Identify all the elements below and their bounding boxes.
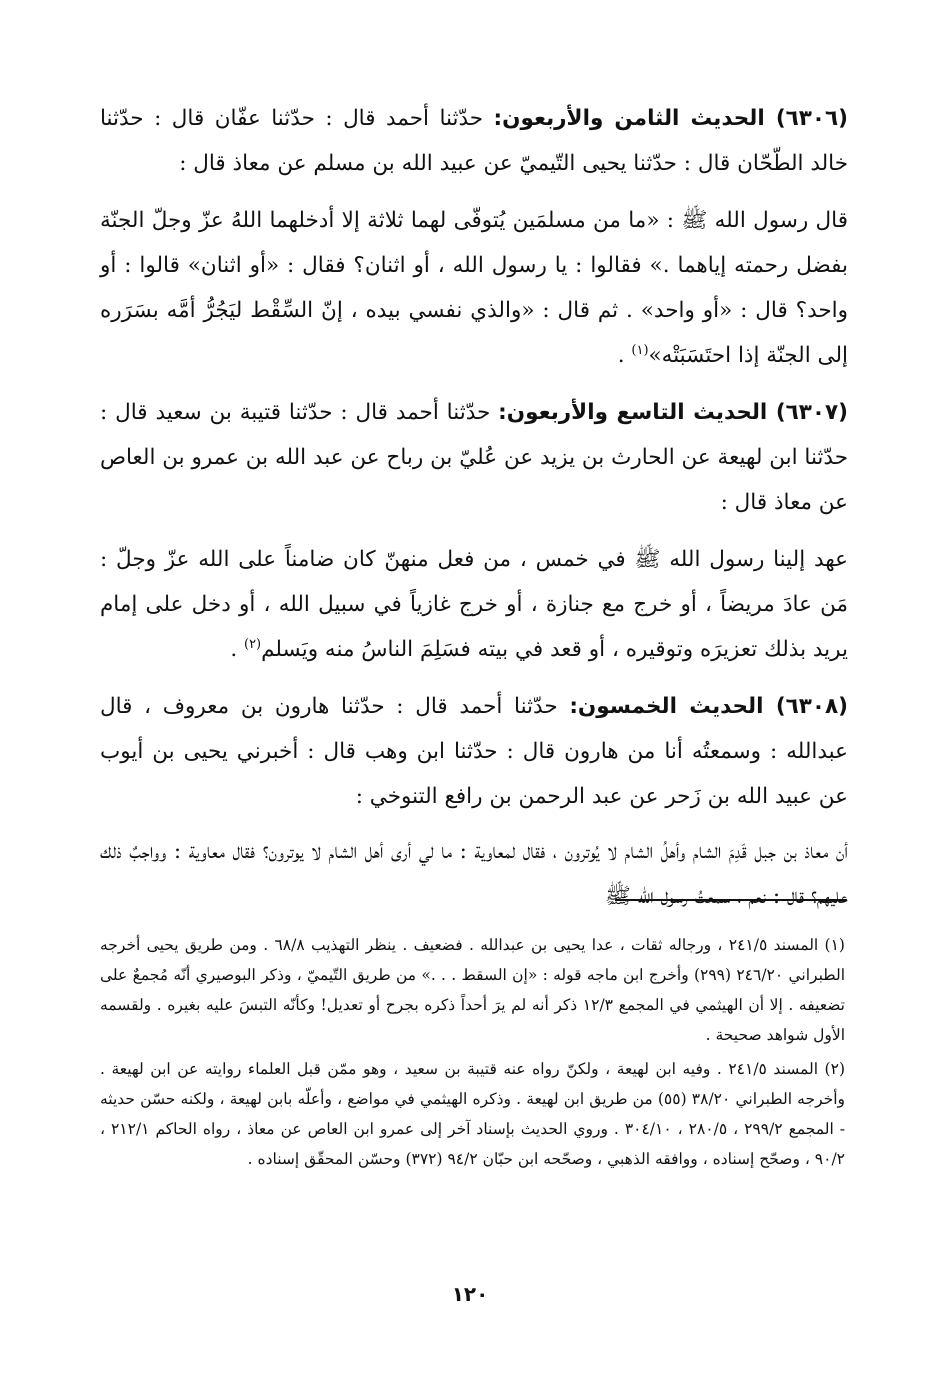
matn-tail: . [230, 637, 244, 662]
hadith-6307-matn [100, 537, 848, 672]
hadith-heading: (٦٣٠٨) الحديث الخمسون: [569, 694, 848, 719]
hadith-heading: (٦٣٠٦) الحديث الثامن والأربعون: [493, 106, 848, 131]
footnote-divider [615, 899, 847, 901]
hadith-6307-header [100, 390, 848, 525]
main-text [100, 96, 848, 931]
isnad-text: حدّثنا أحمد قال : حدّثنا عفّان قال : حدّثنا خالد الطّحّان قال : حدّثنا يحيى التّيميّ عن عبيد الله بن مسلم عن معاذ قال : [100, 106, 848, 176]
hadith-6308-header [100, 684, 848, 819]
footnote-marker: (١) [631, 342, 649, 358]
matn-text: قال رسول الله ﷺ : «ما من مسلمَين يُتوفّى لهما ثلاثة إلا أدخلهما اللهُ عزّ وجلّ الجنّة بفضل رحمته إياهما .» فقالوا : يا رسول الله ، أو اثنان؟ فقال : «أو اثنان» قالوا : أو واحد؟ قال : «أو واحد» . ثم قال : «والذي نفسي بيده ، إنّ السِّقْط ليَجُرُّ أمَّه بسَرَره إلى الجنّة إذا احتَسَبَتْه» [100, 208, 848, 368]
hadith-heading: (٦٣٠٧) الحديث التاسع والأربعون: [498, 400, 848, 425]
page-number: ١٢٠ [451, 1282, 489, 1306]
matn-tail: . [617, 343, 632, 368]
matn-text: أن معاذ بن جبل قَدِمَ الشام وأهلُ الشام لا يُوترون ، فقال لمعاوية : ما لي أرى أهل الشام لا يوترون؟ فقال معاوية : وواجبٌ ذلك عليهم؟ قال : نعم ، سمعتُ رسول الله ﷺ [100, 839, 848, 909]
hadith-6306-header [100, 96, 848, 186]
footnote-2: (٢) المسند ٢٤١/٥ . وفيه ابن لهيعة ، ولكنّ رواه عنه قتيبة بن سعيد ، وهو ممّن قبل العلماء روايته عن ابن لهيعة . وأخرجه الطبراني ٣٨/٢٠ (٥٥) من طريق ابن لهيعة . وذكره الهيثمي في مواضع ، وأعلّه بابن لهيعة ، ولكنه حسّن حديثه - المجمع ٢٩٩/٢ ، ٢٨٠/٥ ، ٣٠٤/١٠ . وروي الحديث بإسناد آخر إلى عمرو ابن العاص عن معاذ ، رواه الحاكم ٢١٢/١ ، ٩٠/٢ ، وصحّح إسناده ، ووافقه الذهبي ، وصحّحه ابن حبّان ٩٤/٢ (٣٧٢) وحسّن المحقّق إسناده . [100, 1060, 845, 1168]
hadith-6308-matn [100, 829, 848, 919]
footnote-marker: (٢) [243, 636, 262, 652]
isnad-text: حدّثنا أحمد قال : حدّثنا هارون بن معروف ، قال عبدالله : وسمعتُه أنا من هارون قال : حدّثنا ابن وهب قال : أخبرني يحيى بن أيوب عن عبيد الله بن زَحر عن عبد الرحمن بن رافع التنوخي : [100, 694, 848, 809]
matn-text: عهد إلينا رسول الله ﷺ في خمس ، من فعل منهنّ كان ضامناً على الله عزّ وجلّ : مَن عادَ مريضاً ، أو خرج مع جنازة ، أو خرج غازياً في سبيل الله ، أو دخل على إمام يريد بذلك تعزيرَه وتوقيره ، أو قعد في بيته فسَلِمَ الناسُ منه ويَسلم [100, 547, 848, 662]
footnote-1: (١) المسند ٢٤١/٥ ، ورجاله ثقات ، عدا يحيى بن عبدالله . فضعيف . ينظر التهذيب ٦٨/٨ . ومن طريق يحيى أخرجه الطبراني ٢٤٦/٢٠ (٢٩٩) وأخرج ابن ماجه قوله : «إن السقط . . .» من طريق التّيميّ ، وذكر البوصيري أنّه مُجمعٌ على تضعيفه . إلا أن الهيثمي في المجمع ١٢/٣ ذكر أنه لم يرَ أحداً ذكره بجرح أو تعديل! وكأنّه التبسَ عليه بغيره . ولقسمه الأول شواهد صحيحة . [100, 936, 845, 1044]
isnad-text: حدّثنا أحمد قال : حدّثنا قتيبة بن سعيد قال : حدّثنا ابن لهيعة عن الحارث بن يزيد عن عُليّ بن رباح عن عبد الله بن عمرو بن العاص عن معاذ قال : [99, 400, 848, 515]
footnotes [100, 930, 845, 1178]
hadith-6306-matn [100, 198, 848, 378]
